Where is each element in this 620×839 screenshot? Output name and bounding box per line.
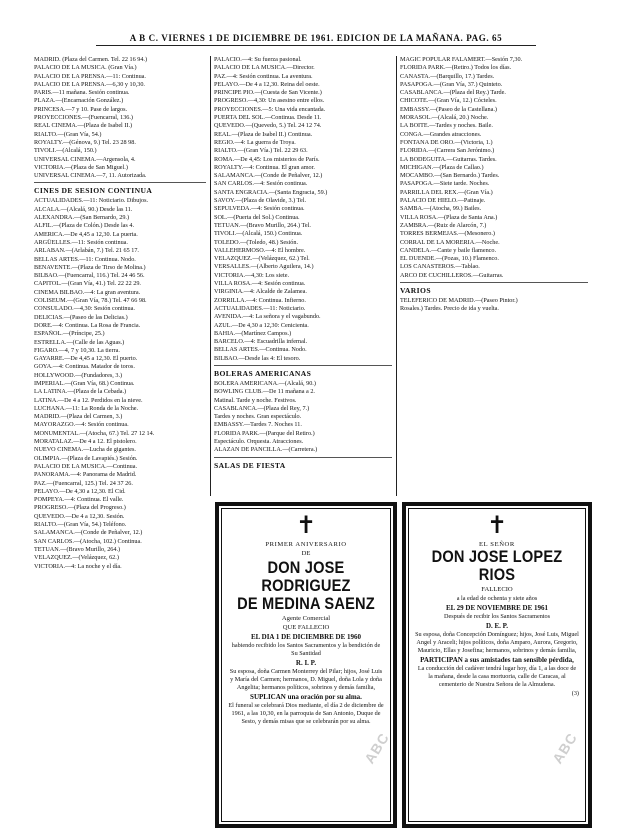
listing-line: PROYECCIONES.—5: Una vida encantada.	[214, 105, 326, 113]
section-rule	[214, 457, 392, 458]
listing-line: FIGARO.—4, 7 y 10,30. La tierra.	[34, 346, 120, 354]
listing-line: MAYORAZGO.—4: Sesión continua.	[34, 421, 129, 429]
listing-line: ZORRILLA.—4: Continua. Infierno.	[214, 296, 306, 304]
listing-line: PANORAMA.—4: Panorama de Madrid.	[34, 471, 137, 479]
notice-rip: R. I. P.	[295, 659, 317, 667]
listing-line: ROYALTY.—4: Continua. El gran amor.	[214, 163, 315, 171]
listing-line: Espectáculo. Orquesta. Atracciones.	[214, 438, 304, 446]
listing-line: LA LATINA.—(Plaza de la Cebada.)	[34, 388, 127, 396]
listing-line: DORE.—4: Continua. La Rosa de Francia.	[34, 321, 141, 329]
obituary-notice-right	[402, 502, 592, 828]
listing-line: GAYARRE.—De 4,45 a 12,30. El puerto.	[34, 355, 138, 363]
listing-line: HOLLYWOOD.—(Fundadores, 3.)	[34, 371, 123, 379]
header-rule	[96, 45, 536, 46]
listing-line: ACTUALIDADES.—11: Noticiario. Dibujos.	[34, 197, 149, 205]
listing-line: MOCAMBO.—(San Bernardo.) Tardes.	[400, 172, 500, 180]
listing-line: VERSALLES.—(Alberto Aguilera, 14.)	[214, 263, 314, 271]
listing-line: PARIS.—11 mañana. Sesión continua.	[34, 89, 130, 97]
listing-line: VELAZQUEZ.—(Velázquez, 62.) Tel.	[214, 255, 310, 263]
listing-line: VIRGINIA.—4: Alcalde de Zalamea.	[214, 288, 307, 296]
listing-line: PALACIO DE HIELO.—Patinaje.	[400, 197, 486, 205]
deceased-name-line1: DON JOSE RODRIGUEZ	[261, 558, 351, 595]
listing-line: PLAZA.—(Encarnación González.)	[34, 97, 124, 105]
listing-line: FLORIDA PARK.—(Parque del Retiro.)	[214, 429, 315, 437]
notice-participate: PARTICIPAN a sus amistades tan sensible pérdida,	[420, 656, 574, 664]
listing-line: TIVOLI.—(Alcalá, 150.) Continua.	[214, 230, 303, 238]
listing-line: UNIVERSAL CINEMA.—Argensola, 4.	[34, 155, 136, 163]
listing-line: PALACIO DE LA PRENSA.—11: Continua.	[34, 72, 146, 80]
notice-request: SUPLICAN una oración por su alma.	[250, 693, 362, 701]
listing-line: PRINCESA.—7 y 10. Pase de largos.	[34, 105, 128, 113]
listing-line: PROGRESO.—(Plaza del Progreso.)	[34, 504, 126, 512]
listings-column-3	[400, 56, 588, 500]
listing-line: Matinal. Tarde y noche. Festivos.	[214, 396, 297, 404]
listing-line: REAL.—(Plaza de Isabel II.) Continua.	[214, 130, 313, 138]
deceased-name-line1: DON JOSE LOPEZ	[431, 547, 563, 566]
listing-line: MONUMENTAL.—(Atocha, 67.) Tel. 27 12 14.	[34, 429, 155, 437]
listing-line: AMERICA.—De 4,45 a 12,30. La puerta.	[34, 230, 138, 238]
deceased-name-line2: RIOS	[478, 565, 516, 584]
listing-line: EMBASSY.—Tardes 7. Noches 11.	[214, 421, 302, 429]
listing-line: BENAVENTE.—(Plaza de Tirso de Molina.)	[34, 263, 146, 271]
listing-line: ALCALA.—(Alcalá, 90.) Desde las 11.	[34, 205, 133, 213]
listing-line: PALACIO DE LA MUSICA. (Gran Vía.)	[34, 64, 137, 72]
listing-line: FONTANA DE ORO.—(Victoria, 1.)	[400, 138, 493, 146]
abc-watermark: ABC	[549, 729, 581, 767]
listing-line: PROYECCIONES.—(Fuencarral, 136.)	[34, 114, 133, 122]
listing-line: PROGRESO.—4,30: Un asesino entre ellos.	[214, 97, 325, 105]
listing-line: Tardes y noches. Gran espectáculo.	[214, 413, 302, 421]
listing-line: AVENIDA.—4: La señora y el vagabundo.	[214, 313, 321, 321]
listing-line: GOYA.—4: Continua. Matador de toros.	[34, 363, 135, 371]
listing-line: CANDELA.—Cante y baile flamenco.	[400, 246, 497, 254]
section-heading: SALAS DE FIESTA	[214, 460, 286, 470]
listing-line: CINEMA BILBAO.—4: La gran aventura.	[34, 288, 141, 296]
section-heading: CINES DE SESION CONTINUA	[34, 186, 153, 196]
listing-line: TETUAN.—(Bravo Murillo, 264.) Tel.	[214, 221, 311, 229]
listing-line: CHICOTE.—(Gran Vía, 12.) Cócteles.	[400, 97, 497, 105]
listing-line: MADRID. (Plaza del Carmen. Tel. 22 16 94.)	[34, 56, 148, 63]
listing-line: ACTUALIDADES.—11: Noticiario.	[214, 304, 306, 312]
deceased-name-line2: DE MEDINA SAENZ	[237, 594, 375, 613]
listing-line: TETUAN.—(Bravo Murillo, 264.)	[34, 545, 121, 553]
notice-reference: (3)	[571, 690, 579, 697]
listing-line: CASABLANCA.—(Plaza del Rey, 7.)	[214, 404, 310, 412]
listing-line: EL DUENDE.—(Pozas, 10.) Flamenco.	[400, 255, 499, 263]
listing-line: SANTA ENGRACIA.—(Santa Engracia, 59.)	[214, 188, 328, 196]
listing-line: MICHIGAN.—(Plaza de Callao.)	[400, 163, 484, 171]
listing-line: MORASOL.—(Alcalá, 20.) Noche.	[400, 114, 489, 122]
notice-date: EL DIA 1 DE DICIEMBRE DE 1960	[250, 633, 362, 641]
listing-line: PARRILLA DEL REX.—(Gran Vía.)	[400, 188, 493, 196]
section-heading: BOLERAS AMERICANAS	[214, 368, 312, 378]
listing-line: TORRES BERMEJAS.—(Mesonero.)	[400, 230, 495, 238]
listing-line: MORATALAZ.—De 4 a 12. El pistolero.	[34, 438, 137, 446]
listing-line: PELAYO.—De 4 a 12,30. Reina del oeste.	[214, 80, 320, 88]
listing-line: QUEVEDO.—(Quevedo, 5.) Tel. 24 12 74.	[214, 122, 322, 130]
listing-line: SAMBA.—(Atocha, 99.) Bailes.	[400, 205, 482, 213]
listing-line: BILBAO.—(Fuencarral, 116.) Tel. 24 46 56.	[34, 272, 145, 280]
listing-line: ALFIL.—(Plaza de Colón.) Desde las 4.	[34, 222, 135, 230]
listing-line: CASABLANCA.—(Plaza del Rey.) Tarde.	[400, 89, 506, 97]
listing-line: DELICIAS.—(Paseo de las Delicias.)	[34, 313, 128, 321]
notice-family: Su esposa, doña Carmen Monterrey del Pilar; hijos, José Luis y María del Carmen; hermanos, D. Miguel, doña Lola y doña Angelita; hermanos políticos, sobrinos y demás familia,	[229, 668, 383, 691]
listing-line: BARCELO.—4: Escuadrilla infernal.	[214, 338, 308, 346]
listing-line: BOLERA AMERICANA.—(Alcalá, 90.)	[214, 379, 316, 387]
listing-line: NUEVO CINEMA.—Lucha de gigantes.	[34, 446, 136, 454]
section-rule	[400, 282, 588, 283]
listing-line: RIALTO.—(Gran Vía, 54.)	[34, 130, 102, 138]
listing-line: SEPULVEDA.—4: Sesión continua.	[214, 205, 305, 213]
notice-status: FALLECIO	[481, 586, 513, 593]
listing-line: PALACIO DE LA PRENSA.—6,30 y 10,30.	[34, 80, 145, 88]
notice-family: Su esposa, doña Concepción Domínguez; hijos, José Luis, Miguel Angel y Araceli; hijos políticos, doña Amparo, Aurora, Gregorio, Mauricio, Ellas y Josefina; hermanos, sobrinos y demás familia,	[415, 631, 579, 654]
listing-line: REAL CINEMA.—(Plaza de Isabel II.)	[34, 122, 133, 130]
listing-line: ALAZAN DE PANCILLA.—(Carretera.)	[214, 446, 318, 454]
listing-line: SAN CARLOS.—(Atocha, 102.) Continua.	[34, 537, 142, 545]
listing-line: CORRAL DE LA MORERIA.—Noche.	[400, 238, 500, 246]
listing-line: TOLEDO.—(Toledo, 48.) Sesión.	[214, 238, 299, 246]
listing-line: IMPERIAL.—(Gran Vía, 68.) Continua.	[34, 379, 135, 387]
listing-line: UNIVERSAL CINEMA.—7, 11. Autorizada.	[34, 172, 147, 180]
listing-line: MAGIC POPULAR FALAMERT.—Sesión 7,30.	[400, 56, 523, 63]
listing-line: SAN CARLOS.—4: Sesión continua.	[214, 180, 308, 188]
listing-line: ESTRELLA.—(Calle de las Aguas.)	[34, 338, 125, 346]
notice-caption: EL SEÑOR	[479, 541, 515, 548]
notice-prefix: DE	[301, 550, 311, 557]
listing-line: LOS CANASTEROS.—Tablao.	[400, 263, 480, 271]
listing-line: SAVOY.—(Plaza de Olavide, 3.) Tel.	[214, 197, 307, 205]
listing-line: QUEVEDO.—De 4 a 12,30. Sesión.	[34, 512, 125, 520]
listing-line: TELEFERICO DE MADRID.—(Paseo Pintor.)	[400, 297, 518, 305]
notice-conduction: La conducción del cadáver tendrá lugar hoy, día 1, a las doce de la mañana, desde la casa mortuoria, calle de Caracas, al cementerio de Nuestra Señora de la Almudena.	[417, 665, 577, 688]
section-rule	[214, 365, 392, 366]
listing-line: ARGÜELLES.—11: Sesión continua.	[34, 238, 128, 246]
listing-line: BELLAS ARTES.—11: Continua. Nodo.	[34, 255, 136, 263]
listing-line: CONSULADO.—4,30: Sesión continua.	[34, 305, 135, 313]
listing-line: BOWLING CLUB.—De 11 mañana a 2.	[214, 388, 315, 396]
listing-line: ROYALTY.—(Génova, 9.) Tel. 23 28 98.	[34, 138, 136, 146]
notice-date: EL 29 DE NOVIEMBRE DE 1961	[445, 604, 549, 612]
listing-line: ESPAÑOL.—(Príncipe, 25.)	[34, 330, 105, 338]
listing-line: VILLA ROSA.—(Plaza de Santa Ana.)	[400, 213, 498, 221]
listing-line: MADRID.—(Plaza del Carmen, 3.)	[34, 413, 123, 421]
listing-line: PALACIO DE LA MUSICA.—Director.	[214, 64, 315, 72]
listing-line: CAPITOL.—(Gran Vía, 41.) Tel. 22 22 29.	[34, 280, 141, 288]
listing-line: VICTORIA.—4,30: Los siete.	[214, 271, 289, 279]
cross-icon: ✝	[486, 513, 508, 539]
deceased-role: Agente Comercial	[281, 615, 331, 622]
notice-sacraments: habiendo recibido los Santos Sacramentos y la bendición de Su Santidad	[231, 642, 381, 657]
column-divider	[396, 56, 397, 496]
listing-line: REGIO.—4: La guerra de Troya.	[214, 138, 296, 146]
listing-line: LA BODEGUITA.—Guitarras. Tardes.	[400, 155, 497, 163]
listing-line: PUERTA DEL SOL.—Continua. Desde 11.	[214, 114, 322, 122]
notice-sacraments: Después de recibir los Santos Sacramentos	[443, 613, 551, 620]
listing-line: COLISEUM.—(Gran Vía, 78.) Tel. 47 66 98.	[34, 297, 147, 305]
listing-line: EMBASSY.—(Paseo de la Castellana.)	[400, 105, 497, 113]
listing-line: OLIMPIA.—(Plaza de Lavapiés.) Sesión.	[34, 454, 138, 462]
page-header: A B C. VIERNES 1 DE DICIEMBRE DE 1961. EDICION DE LA MAÑANA. PAG. 65	[129, 33, 503, 43]
notice-status: QUE FALLECIO	[282, 624, 330, 631]
listing-line: VELAZQUEZ.—(Velázquez, 62.)	[34, 554, 119, 562]
notice-rip: D. E. P.	[485, 622, 509, 630]
listing-line: RIALTO.—(Gran Vía.) Tel. 22 29 63.	[214, 147, 308, 155]
notice-age: a la edad de ochenta y siete años	[456, 595, 538, 602]
listing-line: VILLA ROSA.—4: Sesión continua.	[214, 280, 306, 288]
listing-line: ZAMBRA.—(Ruiz de Alarcón, 7.)	[400, 221, 487, 229]
listing-line: ALEXANDRA.—(San Bernardo, 29.)	[34, 214, 130, 222]
listing-line: SALAMANCA.—(Conde de Peñalver, 12.)	[214, 172, 323, 180]
listing-line: PALACIO.—4: Su fuerza pasional.	[214, 56, 302, 63]
listings-column-2	[214, 56, 392, 500]
listing-line: ARLABAN.—(Arlabán, 7.) Tel. 21 65 17.	[34, 247, 139, 255]
listing-line: PASAPOGA.—(Gran Vía, 37.) Quinteto.	[400, 80, 503, 88]
listing-line: PAZ.—4: Sesión continua. La aventura.	[214, 72, 313, 80]
listing-line: ARCO DE CUCHILLEROS.—Guitarras.	[400, 271, 504, 279]
listing-line: TIVOLI.—(Alcalá, 150.)	[34, 147, 97, 155]
obituary-notice-left	[215, 502, 397, 828]
listing-line: LA BOITE.—Tardes y noches. Baile.	[400, 122, 493, 130]
abc-watermark: ABC	[361, 729, 393, 767]
listing-line: Rosales.) Tardes. Precio de ida y vuelta.	[400, 305, 499, 313]
cross-icon: ✝	[295, 513, 317, 539]
section-rule	[34, 182, 206, 183]
listing-line: VALLEHERMOSO.—4: El hombre.	[214, 246, 306, 254]
listing-line: SOL.—(Puerta del Sol.) Continua.	[214, 213, 300, 221]
listing-line: FLORIDA.—(Carrera San Jerónimo.)	[400, 147, 495, 155]
listing-line: POMPEYA.—4: Continua. El valle.	[34, 496, 124, 504]
listing-line: CONGA.—Grandes atracciones.	[400, 130, 482, 138]
listing-line: RIALTO.—(Gran Vía, 54.) Teléfono.	[34, 521, 127, 529]
listing-line: PALACIO DE LA MUSICA.—Continua.	[34, 462, 138, 470]
listing-line: LUCHANA.—11: La Ronda de la Noche.	[34, 404, 139, 412]
listings-column-1	[34, 56, 206, 826]
listing-line: PASAPOGA.—Siete tarde. Noches.	[400, 180, 490, 188]
listing-line: FLORIDA PARK.—(Retiro.) Todos los días.	[400, 64, 512, 72]
listing-line: BAHIA.—(Martínez Campos.)	[214, 329, 292, 337]
listing-line: PELAYO.—De 4,30 a 12,30. El Cid.	[34, 487, 126, 495]
listing-line: PAZ.—(Fuencarral, 125.) Tel. 24 37 26.	[34, 479, 133, 487]
listing-line: BELLAS ARTES.—Continua. Nodo.	[214, 346, 307, 354]
listing-line: ROMA.—De 4,45: Los misterios de París.	[214, 155, 320, 163]
listing-line: SALAMANCA.—(Conde de Peñalver, 12.)	[34, 529, 143, 537]
notice-caption: PRIMER ANIVERSARIO	[265, 541, 347, 548]
listing-line: PRINCIPE PIO.—(Cuesta de San Vicente.)	[214, 89, 322, 97]
section-heading: VARIOS	[400, 286, 431, 296]
listing-line: VICTORIA.—(Plaza de San Miguel.)	[34, 163, 128, 171]
listing-line: AZUL.—De 4,30 a 12,30: Cenicienta.	[214, 321, 309, 329]
listing-line: BILBAO.—Desde las 4: El tesoro.	[214, 354, 301, 362]
listing-line: VICTORIA.—4: La noche y el día.	[34, 562, 122, 570]
notice-funeral: El funeral se celebrará Dios mediante, el día 2 de diciembre de 1961, a las 10,30, en la parroquia de San Antonio, Duque de Sesto, y demás misas que se celebrarán por su alma.	[228, 702, 384, 725]
column-divider	[210, 56, 211, 496]
listing-line: CANASTA.—(Barquillo, 17.) Tardes.	[400, 72, 495, 80]
listing-line: LATINA.—De 4 a 12. Perdidos en la nieve.	[34, 396, 143, 404]
